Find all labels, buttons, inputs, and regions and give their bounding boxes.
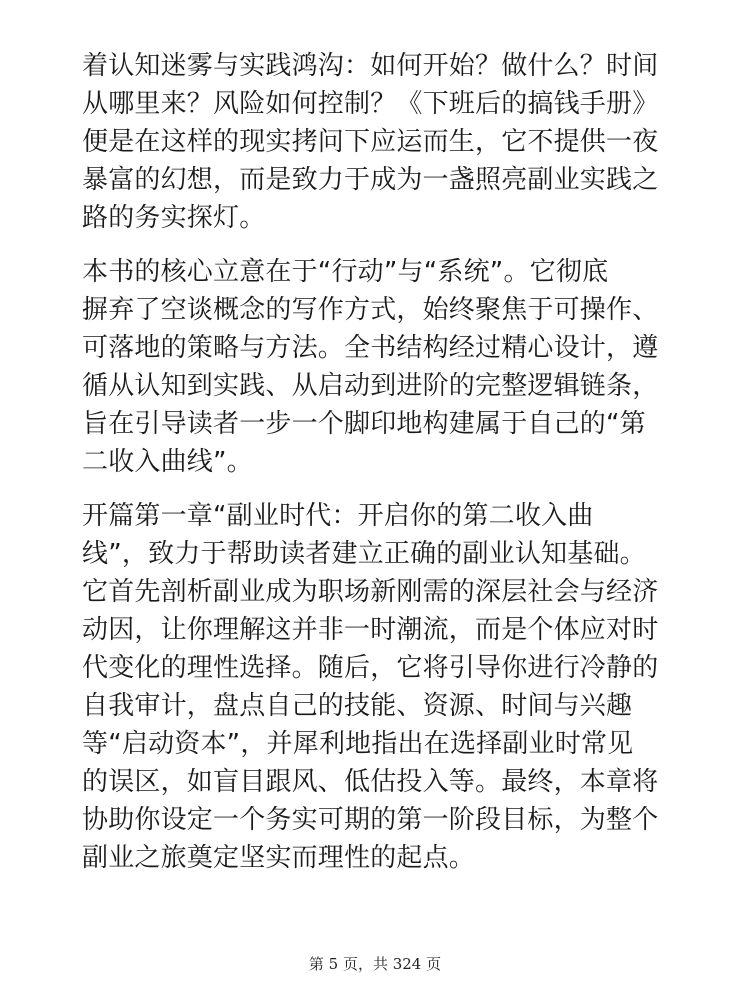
text-line: 协助你设定一个务实可期的第一阶段目标，为整个 [82,805,659,835]
paragraph-3 [82,497,682,877]
text-line: 可落地的策略与方法。全书结构经过精心设计，遵 [82,333,659,363]
text-line: 循从认知到实践、从启动到进阶的完整逻辑链条， [82,371,659,401]
text-line: 路的务实探灯。 [82,203,266,233]
text-line: 便是在这样的现实拷问下应运而生，它不提供一夜 [82,127,659,157]
text-line: 从哪里来？风险如何控制？《下班后的搞钱手册》 [82,89,659,119]
text-line: 二收入曲线”。 [82,447,253,477]
paragraph-1 [82,47,682,237]
page-body [82,47,682,893]
text-line: 等“启动资本”，并犀利地指出在选择副业时常见 [82,729,634,759]
paragraph-2 [82,253,682,481]
text-line: 暴富的幻想，而是致力于成为一盏照亮副业实践之 [82,165,659,195]
text-line: 着认知迷雾与实践鸿沟：如何开始？做什么？时间 [82,51,659,81]
text-line: 旨在引导读者一步一个脚印地构建属于自己的“第 [82,409,646,439]
text-line: 的误区，如盲目跟风、低估投入等。最终，本章将 [82,767,659,797]
text-line: 线”，致力于帮助读者建立正确的副业认知基础。 [82,539,646,569]
text-line: 它首先剖析副业成为职场新刚需的深层社会与经济 [82,577,659,607]
text-line: 摒弃了空谈概念的写作方式，始终聚焦于可操作、 [82,295,659,325]
text-line: 代变化的理性选择。随后，它将引导你进行冷静的 [82,653,659,683]
text-line: 本书的核心立意在于“行动”与“系统”。它彻底 [82,257,609,287]
text-line: 开篇第一章“副业时代：开启你的第二收入曲 [82,501,594,531]
text-line: 副业之旅奠定坚实而理性的起点。 [82,843,476,873]
text-line: 自我审计，盘点自己的技能、资源、时间与兴趣 [82,691,633,721]
page-number-footer: 第 5 页，共 324 页 [308,955,442,973]
text-line: 动因，让你理解这并非一时潮流，而是个体应对时 [82,615,659,645]
